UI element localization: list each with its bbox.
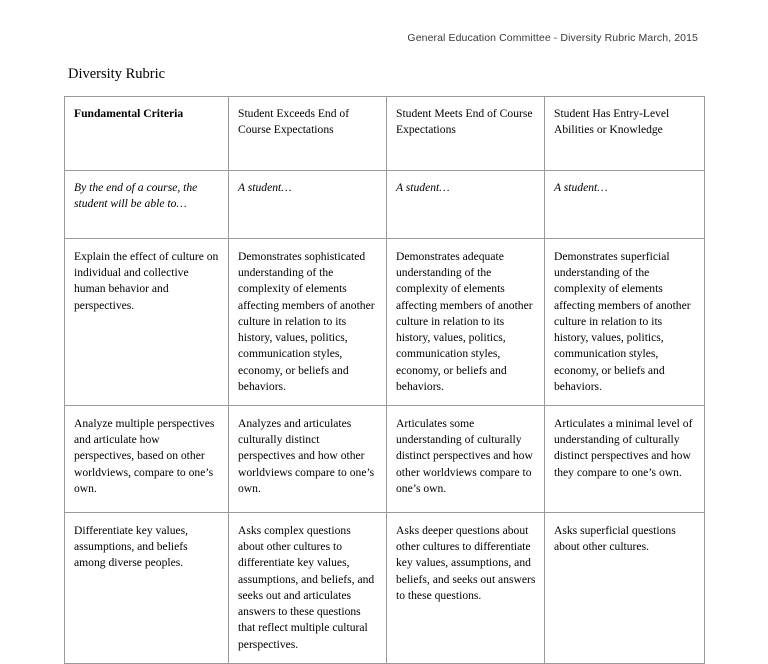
row-meets-text: Demonstrates adequate understanding of the complexity of elements affecting members of another culture in relation to its history, values, politics, communication styles, economy, or beliefs and behaviors. [396, 250, 533, 393]
subheader-entry [545, 171, 705, 239]
table-row [65, 239, 705, 406]
row-entry-text: Asks superficial questions about other cultures. [554, 523, 676, 554]
page-title: Diversity Rubric [68, 66, 166, 82]
table-row [65, 405, 705, 512]
row-criteria-cell [65, 405, 229, 512]
subheader-exceeds [229, 171, 387, 239]
running-header: General Education Committee - Diversity Rubric March, 2015 [407, 32, 698, 44]
row-exceeds-cell [229, 239, 387, 406]
row-exceeds-text: Asks complex questions about other cultures to differentiate key values, assumptions, and beliefs, and seeks out and articulates answers to these questions that reflect multiple cultural perspectives. [238, 523, 375, 651]
row-meets-text: Asks deeper questions about other cultures to differentiate key values, assumptions, and beliefs, and seeks out answers to these questions. [396, 523, 536, 602]
subheader-criteria [65, 171, 229, 239]
subheader-exceeds-label: A student… [238, 181, 292, 194]
subheader-criteria-label: By the end of a course, the student will be able to… [74, 181, 198, 211]
column-header-exceeds-label: Student Exceeds End of Course Expectations [238, 107, 350, 137]
row-meets-cell [387, 405, 545, 512]
row-criteria-cell [65, 239, 229, 406]
row-meets-text: Articulates some understanding of culturally distinct perspectives and how other worldviews compare to one’s own. [396, 416, 533, 495]
row-entry-cell [545, 405, 705, 512]
row-meets-cell [387, 239, 545, 406]
rubric-table-container [64, 96, 704, 664]
table-row [65, 512, 705, 663]
column-header-criteria-label: Fundamental Criteria [74, 107, 184, 120]
subheader-meets-label: A student… [396, 181, 450, 194]
table-subheader-row [65, 171, 705, 239]
row-exceeds-text: Demonstrates sophisticated understanding of the complexity of elements affecting members of another culture in relation to its history, values, politics, communication styles, economy, or beliefs and behaviors. [238, 250, 375, 393]
row-entry-text: Demonstrates superficial understanding of the complexity of elements affecting members of another culture in relation to its history, values, politics, communication styles, economy, or beliefs and behaviors. [554, 250, 691, 393]
row-criteria-text: Differentiate key values, assumptions, and beliefs among diverse peoples. [74, 523, 189, 570]
rubric-table [64, 96, 705, 664]
row-exceeds-text: Analyzes and articulates culturally distinct perspectives and how other worldviews compare to one’s own. [238, 416, 375, 495]
row-exceeds-cell [229, 512, 387, 663]
subheader-entry-label: A student… [554, 181, 608, 194]
row-criteria-cell [65, 512, 229, 663]
column-header-meets-label: Student Meets End of Course Expectations [396, 107, 533, 137]
column-header-entry [545, 97, 705, 171]
row-criteria-text: Explain the effect of culture on individual and collective human behavior and perspectives. [74, 250, 219, 312]
column-header-meets [387, 97, 545, 171]
row-entry-cell [545, 239, 705, 406]
row-entry-text: Articulates a minimal level of understanding of culturally distinct perspectives and how they compare to one’s own. [554, 416, 693, 479]
table-header-row [65, 97, 705, 171]
row-meets-cell [387, 512, 545, 663]
column-header-exceeds [229, 97, 387, 171]
subheader-meets [387, 171, 545, 239]
column-header-entry-label: Student Has Entry-Level Abilities or Knowledge [554, 107, 670, 137]
column-header-criteria [65, 97, 229, 171]
row-exceeds-cell [229, 405, 387, 512]
row-entry-cell [545, 512, 705, 663]
row-criteria-text: Analyze multiple perspectives and articulate how perspectives, based on other worldviews, compare to one’s own. [74, 416, 215, 495]
